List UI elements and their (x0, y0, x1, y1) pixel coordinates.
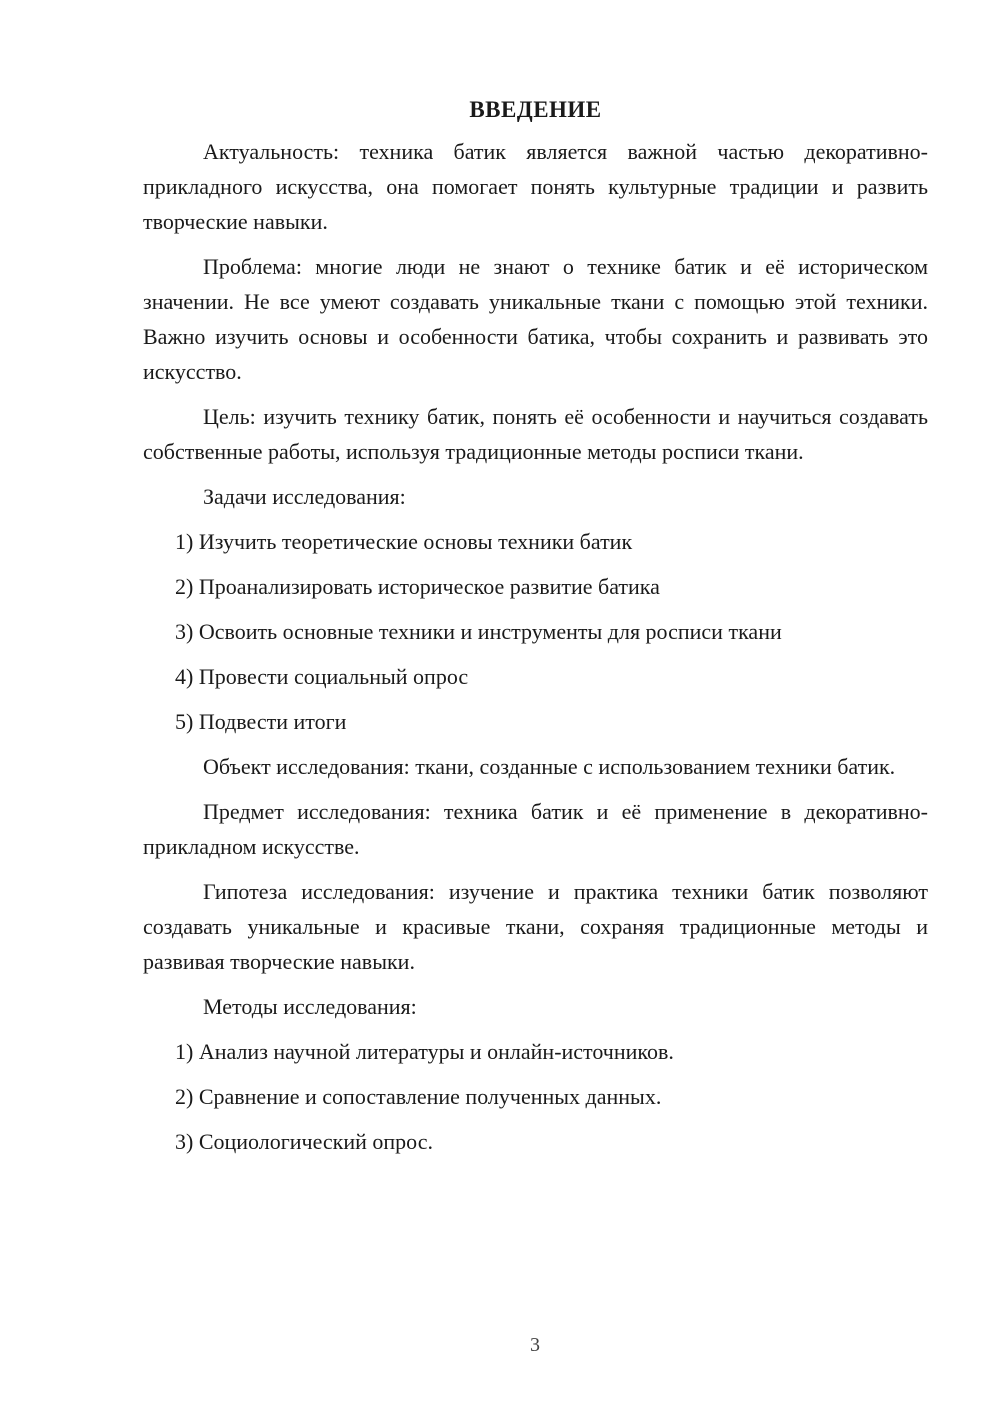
methods-label: Методы исследования: (203, 994, 417, 1019)
page-number: 3 (530, 1334, 540, 1356)
task-item: 4) Провести социальный опрос (175, 664, 469, 689)
method-item: 1) Анализ научной литературы и онлайн-источников. (175, 1039, 674, 1064)
relevance-paragraph: Актуальность: техника батик является важной частью декоративно-прикладного искусства, она помогает понять культурные традиции и развить творческие навыки. (143, 139, 928, 234)
tasks-label: Задачи исследования: (203, 484, 406, 509)
task-item: 2) Проанализировать историческое развитие батика (175, 574, 660, 599)
problem-paragraph: Проблема: многие люди не знают о технике батик и её историческом значении. Не все умеют создавать уникальные ткани с помощью этой техники. Важно изучить основы и особенности батика, чтобы сохранить и развивать это искусство. (143, 254, 928, 384)
subject-paragraph: Предмет исследования: техника батик и её применение в декоративно-прикладном искусстве. (143, 799, 928, 859)
hypothesis-paragraph: Гипотеза исследования: изучение и практика техники батик позволяют создавать уникальные и красивые ткани, сохраняя традиционные методы и развивая творческие навыки. (143, 879, 928, 974)
goal-paragraph: Цель: изучить технику батик, понять её особенности и научиться создавать собственные работы, используя традиционные методы росписи ткани. (143, 404, 928, 464)
method-item: 3) Социологический опрос. (175, 1129, 433, 1154)
document-page (143, 92, 928, 1169)
task-item: 3) Освоить основные техники и инструменты для росписи ткани (175, 619, 782, 644)
task-item: 1) Изучить теоретические основы техники батик (175, 529, 633, 554)
task-item: 5) Подвести итоги (175, 709, 347, 734)
method-item: 2) Сравнение и сопоставление полученных данных. (175, 1084, 662, 1109)
object-paragraph: Объект исследования: ткани, созданные с использованием техники батик. (203, 754, 896, 779)
tasks-list (143, 524, 928, 739)
section-title: ВВЕДЕНИЕ (469, 97, 602, 122)
methods-list (143, 1034, 928, 1159)
